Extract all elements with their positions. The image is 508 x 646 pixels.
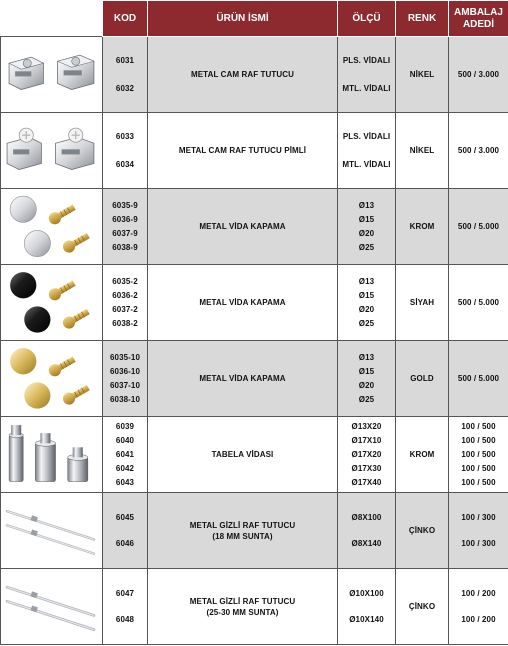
header-ambalaj-line1: AMBALAJ (454, 6, 503, 18)
size-text: Ø25 (358, 318, 375, 328)
size-text: Ø13 (358, 276, 375, 286)
code-text: 6035-10 (109, 352, 141, 362)
hidden-shelf-pin-icon (1, 569, 102, 644)
code-text: 6036-9 (112, 214, 138, 224)
header-row (1, 1, 508, 37)
code-text: 6033 (115, 131, 135, 141)
code-text: 6036-2 (112, 290, 138, 300)
sign-standoff-icon (1, 417, 102, 492)
size-text: Ø13 (358, 352, 375, 362)
product-image-cell (1, 417, 103, 493)
size-cell (338, 265, 396, 341)
header-olcu: ÖLÇÜ (338, 1, 396, 37)
pack-text: 500 / 5.000 (457, 297, 500, 307)
product-name-cell (148, 341, 338, 417)
product-image-cell (1, 37, 103, 113)
code-cell (103, 341, 148, 417)
header-urun-ismi: ÜRÜN İSMİ (148, 1, 338, 37)
product-image-cell (1, 113, 103, 189)
color-cell: GOLD (396, 341, 449, 417)
code-text: 6037-9 (112, 228, 138, 238)
pack-text: 100 / 500 (461, 421, 496, 431)
size-text: Ø13 (358, 200, 375, 210)
black-screw-cap-icon (1, 265, 102, 340)
table-row (1, 493, 508, 569)
table-row (1, 265, 508, 341)
color-cell: KROM (396, 417, 449, 493)
product-image-cell (1, 265, 103, 341)
header-ambalaj-line2: ADEDİ (462, 18, 495, 30)
pack-text: 100 / 500 (461, 477, 496, 487)
product-image-cell (1, 341, 103, 417)
color-cell: SİYAH (396, 265, 449, 341)
code-text: 6037-2 (112, 304, 138, 314)
size-text: Ø8X140 (351, 538, 382, 548)
code-text: 6040 (115, 435, 135, 445)
table-row (1, 189, 508, 265)
table-row (1, 113, 508, 189)
chrome-screw-cap-icon (1, 189, 102, 264)
pack-cell (449, 569, 508, 645)
code-cell (103, 189, 148, 265)
product-image-cell (1, 189, 103, 265)
product-name-cell (148, 417, 338, 493)
size-text: Ø17X10 (351, 435, 382, 445)
code-text: 6038-2 (112, 318, 138, 328)
product-name-subtext: (25-30 MM SUNTA) (206, 607, 279, 617)
size-text: Ø20 (358, 304, 375, 314)
size-text: Ø17X40 (351, 477, 382, 487)
pack-text: 100 / 500 (461, 463, 496, 473)
pack-text: 100 / 300 (461, 512, 496, 522)
size-text: Ø15 (358, 214, 375, 224)
code-text: 6031 (115, 55, 135, 65)
product-name-subtext: (18 MM SUNTA) (212, 531, 273, 541)
table-row (1, 341, 508, 417)
pack-text: 100 / 300 (461, 538, 496, 548)
product-name-cell (148, 113, 338, 189)
code-text: 6039 (115, 421, 135, 431)
size-text: PLS. VİDALI (342, 55, 391, 65)
header-image-blank (1, 1, 103, 37)
gold-screw-cap-icon (1, 341, 102, 416)
code-text: 6034 (115, 159, 135, 169)
product-name-text: METAL VİDA KAPAMA (199, 298, 286, 307)
code-cell (103, 569, 148, 645)
size-text: Ø10X100 (349, 588, 384, 598)
code-text: 6043 (115, 477, 135, 487)
pack-cell (449, 341, 508, 417)
product-name-text: TABELA VİDASI (211, 450, 274, 459)
product-name-cell (148, 189, 338, 265)
size-text: MTL. VİDALI (342, 83, 391, 93)
shelf-bracket-clamp-icon (1, 37, 102, 112)
product-name-text: METAL CAM RAF TUTUCU PİMLİ (178, 146, 307, 155)
color-cell: ÇİNKO (396, 493, 449, 569)
size-text: MTL. VİDALI (342, 159, 391, 169)
size-text: Ø10X140 (349, 614, 384, 624)
hidden-shelf-pin-icon (1, 493, 102, 568)
size-cell (338, 189, 396, 265)
table-row (1, 569, 508, 645)
table-row (1, 37, 508, 113)
code-text: 6046 (115, 538, 135, 548)
color-cell: KROM (396, 189, 449, 265)
code-text: 6037-10 (109, 380, 141, 390)
product-name-text: METAL VİDA KAPAMA (199, 374, 286, 383)
color-cell: ÇİNKO (396, 569, 449, 645)
pack-text: 500 / 5.000 (457, 221, 500, 231)
code-cell (103, 37, 148, 113)
header-ambalaj (449, 1, 508, 37)
code-text: 6035-2 (112, 276, 138, 286)
size-cell (338, 493, 396, 569)
size-text: Ø17X20 (351, 449, 382, 459)
code-cell (103, 417, 148, 493)
pack-text: 100 / 200 (461, 614, 496, 624)
table-row (1, 417, 508, 493)
code-text: 6032 (115, 83, 135, 93)
size-cell (338, 113, 396, 189)
size-text: Ø25 (358, 242, 375, 252)
pack-text: 100 / 500 (461, 449, 496, 459)
pack-cell (449, 37, 508, 113)
code-text: 6038-9 (112, 242, 138, 252)
product-name-cell (148, 493, 338, 569)
product-name-text: METAL GİZLİ RAF TUTUCU (189, 596, 296, 606)
size-text: Ø15 (358, 290, 375, 300)
code-text: 6047 (115, 588, 135, 598)
product-name-text: METAL GİZLİ RAF TUTUCU (189, 520, 296, 530)
pack-text: 500 / 5.000 (457, 373, 500, 383)
product-image-cell (1, 569, 103, 645)
code-text: 6045 (115, 512, 135, 522)
pack-cell (449, 265, 508, 341)
pack-cell (449, 113, 508, 189)
size-cell (338, 341, 396, 417)
size-text: Ø20 (358, 380, 375, 390)
product-name-cell (148, 569, 338, 645)
header-kod: KOD (103, 1, 148, 37)
product-name-text: METAL VİDA KAPAMA (199, 222, 286, 231)
pack-cell (449, 417, 508, 493)
shelf-bracket-pin-icon (1, 113, 102, 188)
size-text: Ø17X30 (351, 463, 382, 473)
size-text: Ø20 (358, 228, 375, 238)
size-text: PLS. VİDALI (342, 131, 391, 141)
pack-text: 500 / 3.000 (457, 69, 500, 79)
header-renk: RENK (396, 1, 449, 37)
color-cell: NİKEL (396, 113, 449, 189)
pack-cell (449, 189, 508, 265)
code-text: 6035-9 (112, 200, 138, 210)
code-text: 6038-10 (109, 394, 141, 404)
product-image-cell (1, 493, 103, 569)
code-text: 6041 (115, 449, 135, 459)
product-name-text: METAL CAM RAF TUTUCU (190, 70, 295, 79)
product-name-cell (148, 37, 338, 113)
size-text: Ø8X100 (351, 512, 382, 522)
size-cell (338, 417, 396, 493)
pack-cell (449, 493, 508, 569)
code-cell (103, 113, 148, 189)
code-text: 6042 (115, 463, 135, 473)
color-cell: NİKEL (396, 37, 449, 113)
pack-text: 100 / 200 (461, 588, 496, 598)
code-text: 6048 (115, 614, 135, 624)
size-text: Ø15 (358, 366, 375, 376)
size-text: Ø25 (358, 394, 375, 404)
code-text: 6036-10 (109, 366, 141, 376)
size-text: Ø13X20 (351, 421, 382, 431)
pack-text: 100 / 500 (461, 435, 496, 445)
size-cell (338, 37, 396, 113)
code-cell (103, 493, 148, 569)
size-cell (338, 569, 396, 645)
pack-text: 500 / 3.000 (457, 145, 500, 155)
product-name-cell (148, 265, 338, 341)
code-cell (103, 265, 148, 341)
